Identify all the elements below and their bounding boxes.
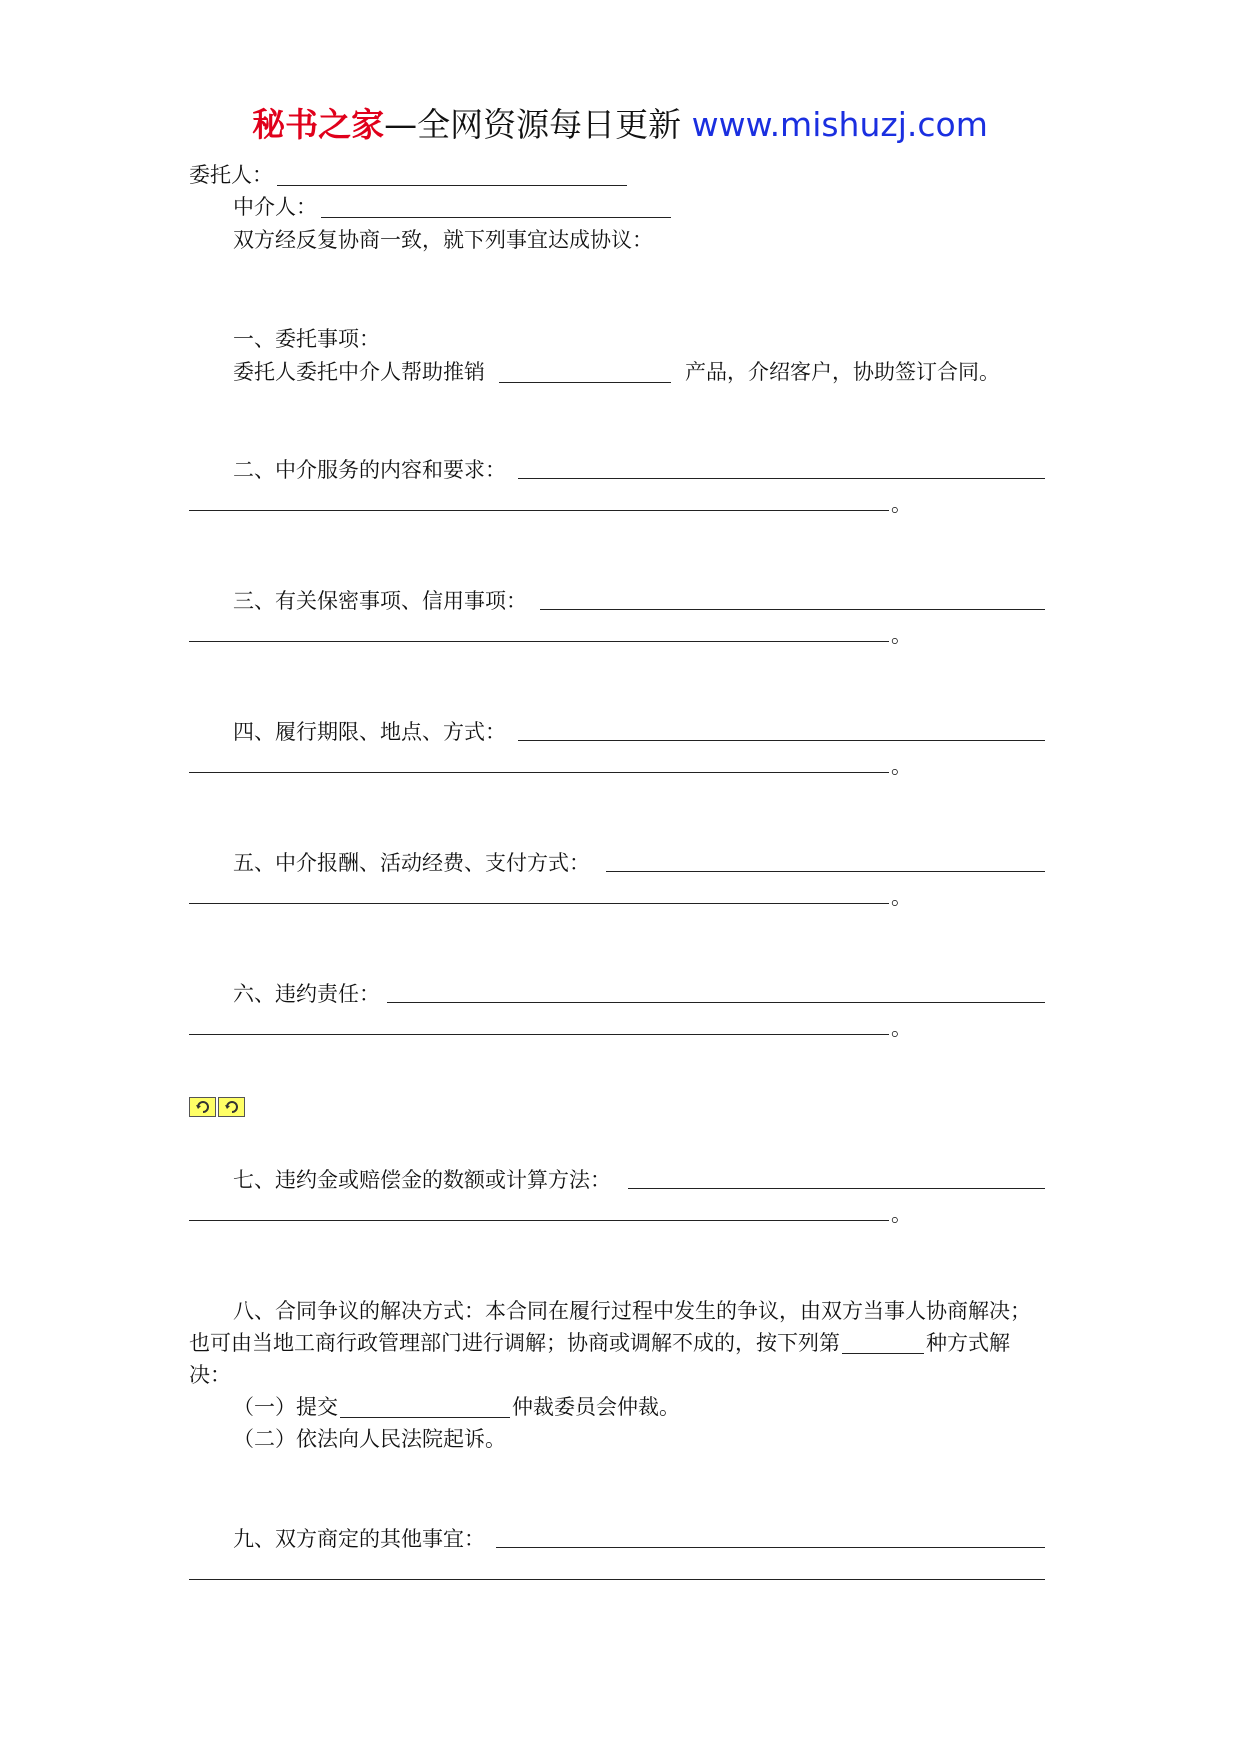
option-1-text-b: 仲裁委员会仲裁。 xyxy=(512,1395,680,1419)
section-7-line xyxy=(233,1165,611,1195)
section-7-field-1[interactable] xyxy=(628,1188,1045,1189)
section-1-text-b: 产品，介绍客户，协助签订合同。 xyxy=(685,360,1000,384)
section-2-field-2[interactable] xyxy=(189,510,889,511)
section-4-period: 。 xyxy=(891,754,912,778)
arrow-icon[interactable] xyxy=(189,1097,216,1117)
section-2-period: 。 xyxy=(891,492,912,516)
option-2-text: （二）依法向人民法院起诉。 xyxy=(233,1427,506,1451)
section-3-period: 。 xyxy=(891,623,912,647)
section-9-field-2[interactable] xyxy=(189,1579,1045,1580)
section-6-field-2[interactable] xyxy=(189,1034,889,1035)
section-3-line xyxy=(233,586,527,616)
section-5-field-1[interactable] xyxy=(606,871,1045,872)
arbitration-field[interactable] xyxy=(340,1395,510,1418)
section-6-title: 六、违约责任： xyxy=(233,982,380,1006)
option-1-text-a: （一）提交 xyxy=(233,1395,338,1419)
section-5-line xyxy=(233,848,590,878)
section-8-line-3 xyxy=(189,1360,231,1390)
section-3-title: 三、有关保密事项、信用事项： xyxy=(233,589,527,613)
section-5-period: 。 xyxy=(891,885,912,909)
section-1-text-a: 委托人委托中介人帮助推销 xyxy=(233,360,485,384)
section-2-line xyxy=(233,455,506,485)
agent-name-field[interactable] xyxy=(321,195,671,218)
section-8-text-1: 八、合同争议的解决方式：本合同在履行过程中发生的争议，由双方当事人协商解决； xyxy=(233,1299,1031,1323)
client-line xyxy=(189,160,631,190)
section-5-field-2[interactable] xyxy=(189,903,889,904)
agent-label: 中介人： xyxy=(233,195,317,219)
section-4-title: 四、履行期限、地点、方式： xyxy=(233,720,506,744)
intro-label: 双方经反复协商一致，就下列事宜达成协议： xyxy=(233,228,653,252)
section-8-text-2a: 也可由当地工商行政管理部门进行调解；协商或调解不成的，按下列第 xyxy=(189,1331,840,1355)
section-8-option-2 xyxy=(233,1424,506,1454)
section-7-title: 七、违约金或赔偿金的数额或计算方法： xyxy=(233,1168,611,1192)
section-1-body xyxy=(233,357,1000,387)
section-6-line xyxy=(233,979,380,1009)
site-banner xyxy=(0,103,1240,147)
site-url-link[interactable]: www.mishuzj.com xyxy=(691,105,988,144)
section-8-option-1 xyxy=(233,1392,680,1422)
section-2-title: 二、中介服务的内容和要求： xyxy=(233,458,506,482)
section-4-line xyxy=(233,717,506,747)
section-3-field-2[interactable] xyxy=(189,641,889,642)
intro-text xyxy=(233,225,653,255)
section-5-title: 五、中介报酬、活动经费、支付方式： xyxy=(233,851,590,875)
section-7-period: 。 xyxy=(891,1202,912,1226)
client-name-field[interactable] xyxy=(277,163,627,186)
agent-line xyxy=(233,192,675,222)
section-6-period: 。 xyxy=(891,1016,912,1040)
arrow-icon[interactable] xyxy=(218,1097,245,1117)
section-8-line-1 xyxy=(233,1296,1031,1326)
section-8-line-2 xyxy=(189,1328,1010,1358)
section-8-text-2b: 种方式解 xyxy=(926,1331,1010,1355)
section-8-text-3: 决： xyxy=(189,1363,231,1387)
section-1-title xyxy=(233,324,380,354)
banner-slogan: —全网资源每日更新 xyxy=(384,105,692,144)
section-6-field-1[interactable] xyxy=(387,1002,1045,1003)
section-1-title-text: 一、委托事项： xyxy=(233,327,380,351)
section-2-field-1[interactable] xyxy=(518,478,1045,479)
section-3-field-1[interactable] xyxy=(540,609,1045,610)
inline-icons xyxy=(189,1097,245,1117)
section-9-title: 九、双方商定的其他事宜： xyxy=(233,1527,485,1551)
client-label: 委托人： xyxy=(189,163,273,187)
section-9-line xyxy=(233,1524,485,1554)
section-4-field-2[interactable] xyxy=(189,772,889,773)
brand-name: 秘书之家 xyxy=(252,105,385,144)
section-9-field-1[interactable] xyxy=(496,1547,1045,1548)
method-number-field[interactable] xyxy=(842,1331,924,1354)
section-4-field-1[interactable] xyxy=(518,740,1045,741)
section-7-field-2[interactable] xyxy=(189,1220,889,1221)
product-field[interactable] xyxy=(499,360,671,383)
